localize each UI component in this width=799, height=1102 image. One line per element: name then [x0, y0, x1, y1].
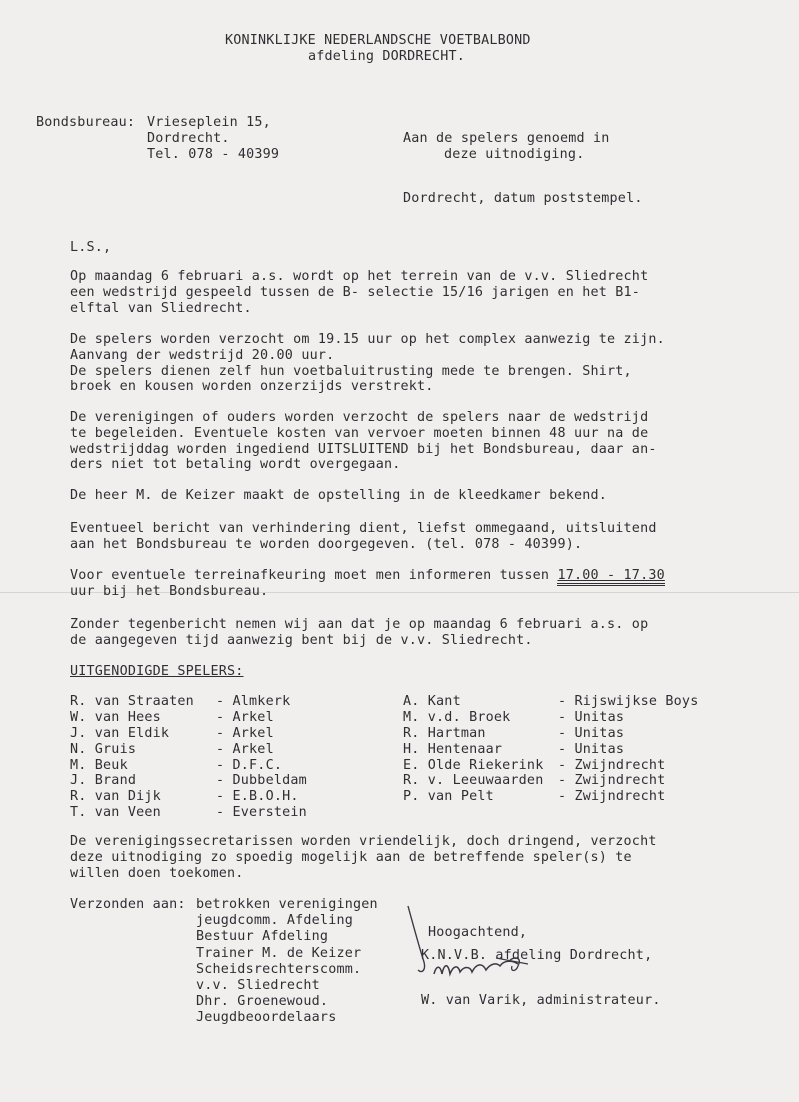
player-row: [70, 773, 136, 789]
sender-street: Vrieseplein 15,: [147, 115, 271, 130]
paragraph-line: deze uitnodiging zo spoedig mogelijk aan de betreffende speler(s) te: [70, 849, 632, 865]
player-name: T. van Veen: [70, 805, 161, 820]
paragraph-line: een wedstrijd gespeeld tussen de B- selectie 15/16 jarigen en het B1-: [70, 284, 641, 300]
player-club: - Unitas: [558, 726, 625, 741]
sent-to-item: Trainer M. de Keizer: [196, 946, 362, 961]
time-window: 17.00 - 17.30: [557, 568, 664, 586]
player-name: R. v. Leeuwaarden: [403, 773, 544, 788]
player-club: - Unitas: [558, 710, 625, 725]
paragraph-4: [70, 488, 700, 504]
paragraph-6: [70, 568, 700, 600]
player-club: - Arkel: [216, 742, 274, 757]
paragraph-line: uur bij het Bondsbureau.: [70, 583, 269, 599]
player-name: R. van Dijk: [70, 789, 161, 804]
player-club: - E.B.O.H.: [216, 789, 299, 804]
paragraph-line: Zonder tegenbericht nemen wij aan dat je op maandag 6 februari a.s. op: [70, 617, 649, 632]
player-name: M. Beuk: [70, 758, 128, 773]
sent-to-item: betrokken verenigingen: [196, 897, 378, 912]
player-club: - Arkel: [216, 726, 274, 741]
player-club: - Zwijndrecht: [558, 758, 666, 773]
signatory-name: W. van Varik, administrateur.: [421, 993, 661, 1008]
player-name: H. Hentenaar: [403, 742, 503, 757]
sent-to-item: Scheidsrechterscomm.: [196, 962, 362, 977]
player-row: [70, 789, 161, 805]
player-name: J. van Eldik: [70, 726, 170, 741]
paragraph-line: ders niet tot betaling wordt overgegaan.: [70, 457, 401, 473]
paragraph-2: [70, 332, 700, 395]
sent-to-item: v.v. Sliedrecht: [196, 978, 320, 993]
player-row: [70, 805, 161, 821]
player-club: - Unitas: [558, 742, 625, 757]
signature-org: K.N.V.B. afdeling Dordrecht,: [421, 948, 653, 963]
letterhead-org: KONINKLIJKE NEDERLANDSCHE VOETBALBOND: [225, 33, 531, 48]
sent-to-item: Bestuur Afdeling: [196, 929, 329, 944]
paragraph-line: De verenigingen of ouders worden verzocht de spelers naar de wedstrijd: [70, 410, 649, 425]
player-row: [70, 758, 128, 774]
paragraph-line: Aanvang der wedstrijd 20.00 uur.: [70, 347, 335, 363]
player-club: - Arkel: [216, 710, 274, 725]
handwritten-signature: [400, 900, 550, 1000]
player-name: A. Kant: [403, 694, 461, 709]
player-name: N. Gruis: [70, 742, 137, 757]
paragraph-line: de aangegeven tijd aanwezig bent bij de v.v. Sliedrecht.: [70, 632, 533, 648]
paragraph-line: broek en kousen worden onzerzijds verstrekt.: [70, 379, 434, 395]
paragraph-line: willen doen toekomen.: [70, 865, 244, 881]
player-row: [70, 726, 169, 742]
paragraph-line: De heer M. de Keizer maakt de opstelling in de kleedkamer bekend.: [70, 488, 608, 503]
paragraph-line: [70, 568, 700, 584]
player-club: - Dubbeldam: [216, 773, 307, 788]
player-row: [70, 694, 194, 710]
paragraph-line: De spelers worden verzocht om 19.15 uur op het complex aanwezig te zijn.: [70, 332, 665, 347]
paragraph-text: Voor eventuele terreinafkeuring moet men informeren tussen: [70, 568, 550, 583]
player-name: W. van Hees: [70, 710, 161, 725]
sent-to-item: Dhr. Groenewoud.: [196, 994, 329, 1009]
paragraph-line: De verenigingssecretarissen worden vriendelijk, doch dringend, verzocht: [70, 834, 657, 849]
sender-tel: Tel. 078 - 40399: [147, 147, 280, 162]
player-row: [70, 710, 161, 726]
paragraph-line: elftal van Sliedrecht.: [70, 300, 252, 316]
recipient-line-2: deze uitnodiging.: [444, 147, 585, 162]
player-name: R. van Straaten: [70, 694, 194, 709]
letterhead-dept: afdeling DORDRECHT.: [308, 49, 465, 64]
paragraph-line: wedstrijddag worden ingediend UITSLUITEND bij het Bondsbureau, daar an-: [70, 441, 657, 457]
recipient-line-1: Aan de spelers genoemd in: [403, 131, 610, 146]
player-club: - Everstein: [216, 805, 307, 820]
players-heading: UITGENODIGDE SPELERS:: [70, 664, 244, 679]
player-club: - Zwijndrecht: [558, 789, 666, 804]
paragraph-3: [70, 410, 700, 473]
player-club: - D.F.C.: [216, 758, 283, 773]
paragraph-line: aan het Bondsbureau te worden doorgegeven. (tel. 078 - 40399).: [70, 536, 583, 552]
paragraph-line: Eventueel bericht van verhindering dient, liefst ommegaand, uitsluitend: [70, 521, 657, 536]
paragraph-line: te begeleiden. Eventuele kosten van vervoer moeten binnen 48 uur na de: [70, 425, 649, 441]
player-club: - Zwijndrecht: [558, 773, 666, 788]
paragraph-7: [70, 617, 700, 649]
sent-to-label: Verzonden aan:: [70, 897, 186, 912]
player-name: R. Hartman: [403, 726, 486, 741]
closing-greeting: Hoogachtend,: [428, 925, 528, 940]
sender-label: Bondsbureau:: [36, 115, 136, 130]
paragraph-1: [70, 269, 700, 316]
player-name: P. van Pelt: [403, 789, 494, 804]
player-name: E. Olde Riekerink: [403, 758, 544, 773]
player-name: J. Brand: [70, 773, 137, 788]
sender-city: Dordrecht.: [147, 131, 230, 146]
paragraph-5: [70, 521, 700, 553]
date-line: Dordrecht, datum poststempel.: [403, 191, 643, 206]
player-name: M. v.d. Broek: [403, 710, 511, 725]
salutation: L.S.,: [70, 240, 112, 255]
paragraph-line: De spelers dienen zelf hun voetbaluitrusting mede te brengen. Shirt,: [70, 363, 632, 379]
closing-paragraph: [70, 834, 700, 881]
player-club: - Rijswijkse Boys: [558, 694, 699, 709]
player-row: [70, 742, 136, 758]
player-club: - Almkerk: [216, 694, 291, 709]
sent-to-item: Jeugdbeoordelaars: [196, 1010, 337, 1025]
paragraph-line: Op maandag 6 februari a.s. wordt op het terrein van de v.v. Sliedrecht: [70, 269, 649, 284]
sent-to-item: jeugdcomm. Afdeling: [196, 913, 353, 928]
